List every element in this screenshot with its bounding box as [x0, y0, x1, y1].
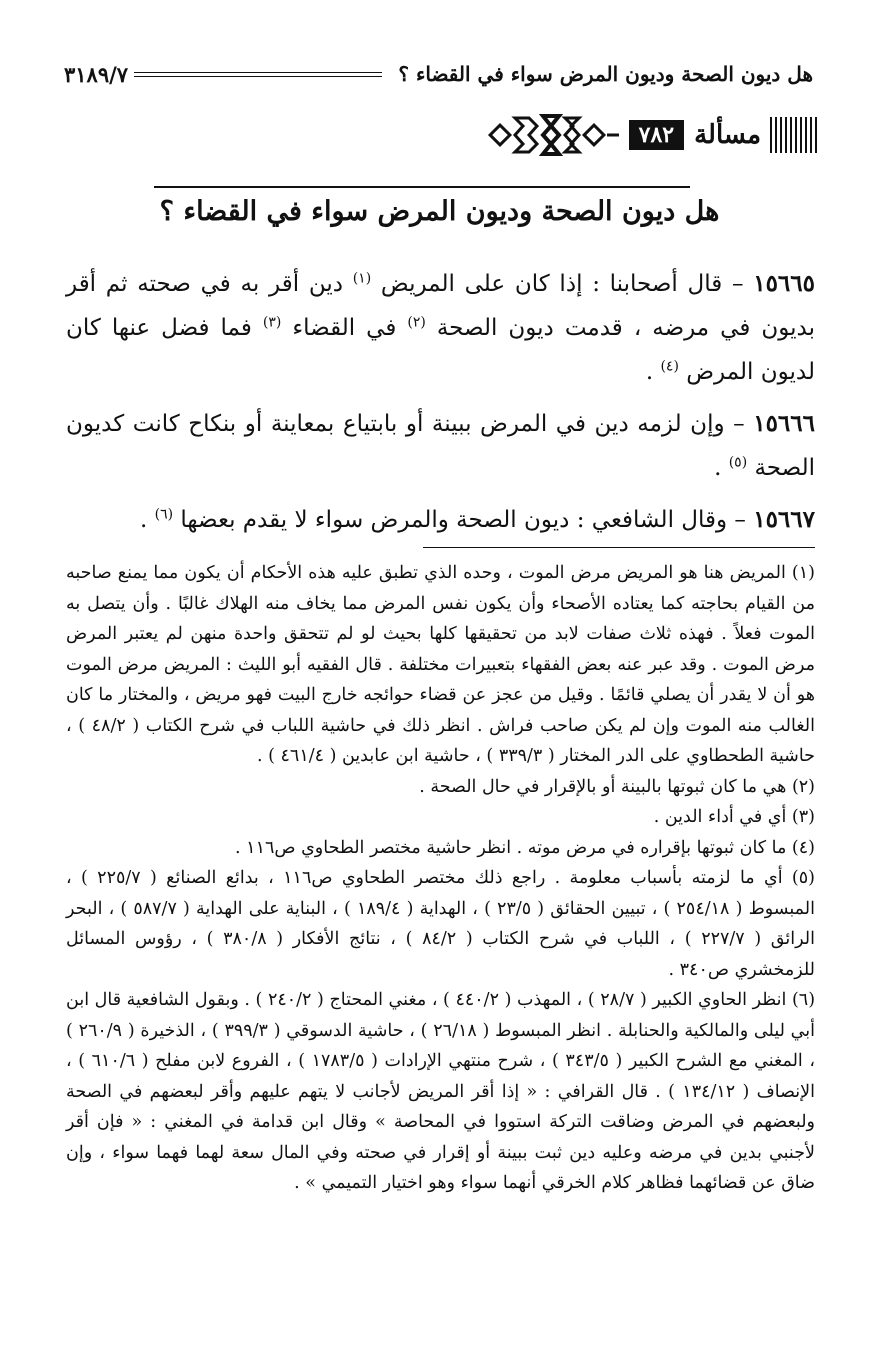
- footnote-separator: [423, 547, 815, 548]
- running-header-rule: [134, 72, 382, 77]
- footnote-2: (٢) هي ما كان ثبوتها بالبينة أو بالإقرار في حال الصحة .: [419, 776, 815, 797]
- paragraph-text: فما فضل عنها كان لديون المرض: [66, 315, 815, 385]
- paragraph-text: – قال أصحابنا : إذا كان على المريض: [371, 271, 754, 297]
- running-header-title: هل ديون الصحة وديون المرض سواء في القضاء ؟: [398, 62, 813, 86]
- title-rule: [154, 186, 690, 188]
- paragraph-text: .: [645, 359, 661, 385]
- footnote-5: (٥) أي ما لزمته بأسباب معلومة . راجع ذلك مختصر الطحاوي ص١١٦ ، بدائع الصنائع ( ٢٢٥/٧ ) ، المبسوط ( ٢٥٤/١٨ ) ، تبيين الحقائق ( ٢٣/٥ ) ، الهداية ( ١٨٩/٤ ) ، البناية على الهداية ( ٥٨٧/٧ ) ، البحر الرائق ( ٢٢٧/٧ ) ، اللباب في شرح الكتاب ( ٨٤/٢ ) ، نتائج الأفكار ( ٣٨٠/٨ ) ، رؤوس المسائل للزمخشري ص٣٤٠ .: [66, 868, 815, 980]
- paragraph-text: .: [714, 455, 729, 481]
- footnote-3: (٣) أي في أداء الدين .: [653, 807, 815, 827]
- main-text: [66, 262, 815, 550]
- question-title: هل ديون الصحة وديون المرض سواء في القضاء ؟: [159, 196, 720, 227]
- footnote-ref[interactable]: (١): [352, 270, 372, 287]
- paragraph-text: .: [140, 507, 155, 533]
- paragraph-number: ١٥٦٦٧: [753, 506, 815, 533]
- footnote-ref[interactable]: (٣): [262, 314, 282, 331]
- footnote-6: (٦) انظر الحاوي الكبير ( ٢٨/٧ ) ، المهذب ( ٤٤٠/٢ ) ، مغني المحتاج ( ٢٤٠/٢ ) . وبقول الشافعية قال ابن أبي ليلى والمالكية والحنابلة . انظر المبسوط ( ٢٦/١٨ ) ، حاشية الدسوقي ( ٣٩٩/٣ ) ، الذخيرة ( ٢٦٠/٩ ) ، المغني مع الشرح الكبير ( ٣٤٣/٥ ) ، شرح منتهي الإرادات ( ١٧٨٣/٥ ) ، الفروع لابن مفلح ( ٦١٠/٦ ) ، الإنصاف ( ١٣٤/١٢ ) . قال القرافي : « إذا أقر المريض لأجانب لا يتهم عليهم وأقر لبعضهم في الصحة ولبعضهم في المرض وضاقت التركة استووا في المحاصة » وقال ابن قدامة في المغني : « فإن أقر لأجنبي بدين في مرضه وعليه دين ثبت ببينة أو إقرار في صحته وفي المال سعة لهما فهما سواء ، وإن ضاق عن قضائهما فظاهر كلام الخرقي أنهما سواء وهو اختيار التميمي » .: [66, 990, 816, 1193]
- issue-label: مسألة: [694, 120, 761, 150]
- issue-banner: [481, 112, 817, 158]
- paragraph-text: – وإن لزمه دين في المرض ببينة أو بابتياع بمعاينة أو بنكاح كانت كديون الصحة: [66, 411, 815, 481]
- paragraph: [66, 262, 815, 394]
- paragraph-number: ١٥٦٦٦: [753, 410, 815, 437]
- running-header: [64, 56, 813, 92]
- footnote-ref[interactable]: (٦): [154, 506, 174, 523]
- footnote-ref[interactable]: (٢): [407, 314, 426, 331]
- footnotes: [66, 558, 815, 1199]
- ornament-icon: [481, 112, 621, 158]
- footnote-ref[interactable]: (٤): [660, 358, 679, 375]
- issue-number: ٧٨٢: [629, 120, 684, 150]
- page-reference: ٣١٨٩/٧: [64, 61, 129, 87]
- paragraph-text: – وقال الشافعي : ديون الصحة والمرض سواء لا يقدم بعضها: [173, 507, 754, 533]
- paragraph-text: في القضاء: [281, 315, 408, 341]
- footnote-4: (٤) ما كان ثبوتها بإقراره في مرض موته . انظر حاشية مختصر الطحاوي ص١١٦ .: [235, 837, 815, 858]
- paragraph: [66, 498, 815, 542]
- banner-bars-decoration: [769, 117, 817, 153]
- footnote-ref[interactable]: (٥): [728, 454, 748, 471]
- footnote-1: (١) المريض هنا هو المريض مرض الموت ، وحده الذي تطبق عليه هذه الأحكام أن يكون مما يمنع صاحبه من القيام بحاجته كما يعتاده الأصحاء وأن يكون نفس المرض مما يخاف منه الهلاك غالبًا . وأن يتصل به الموت فعلاً . فهذه ثلاث صفات لابد من تحقيقها كلها بحيث لو لم تتحقق واحدة منهن لم يعتبر المرض مرض الموت . وقد عبر عنه بعض الفقهاء بتعبيرات مختلفة . قال الفقيه أبو الليث : المريض مرض الموت هو أن لا يقدر أن يصلي قائمًا . وقيل من عجز عن قضاء حوائجه خارج البيت فهو مريض ، والمختار ما كان الغالب منه الموت وإن لم يكن صاحب فراش . انظر ذلك في حاشية اللباب في شرح الكتاب ( ٤٨/٢ ) ، حاشية الطحطاوي على الدر المختار ( ٣٣٩/٣ ) ، حاشية ابن عابدين ( ٤٦١/٤ ) .: [66, 563, 815, 766]
- paragraph-number: ١٥٦٦٥: [753, 270, 815, 297]
- paragraph-text: دين أقر به في صحته ثم أقر بديون في مرضه ، قدمت ديون الصحة: [66, 271, 815, 341]
- paragraph: [66, 402, 815, 490]
